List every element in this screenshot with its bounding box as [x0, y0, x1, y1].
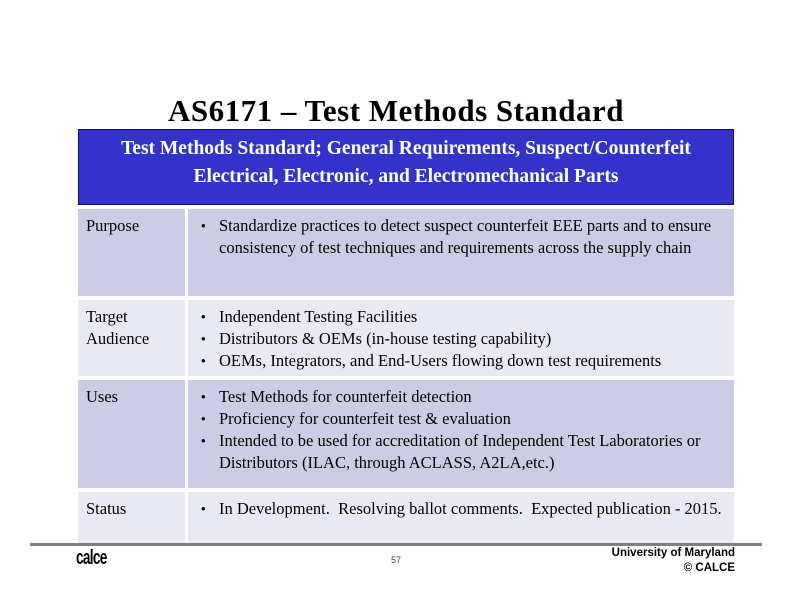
- bullet-icon: •: [201, 411, 206, 426]
- bullet-icon: •: [201, 218, 206, 233]
- bullet-item: [188, 306, 726, 328]
- bullet-text: Test Methods for counterfeit detection: [219, 387, 472, 406]
- slide-title: AS6171 – Test Methods Standard: [168, 92, 624, 128]
- bullet-icon: •: [201, 353, 206, 368]
- bullet-icon: •: [201, 501, 206, 516]
- bullet-text: Standardize practices to detect suspect counterfeit EEE parts and to ensure consistency of test techniques and requirements across the supply chain: [219, 216, 716, 257]
- row-content: [188, 300, 734, 376]
- row-label: Status: [78, 492, 185, 544]
- bullet-item: [188, 215, 726, 259]
- bullet-item: [188, 350, 726, 372]
- footer-copyright: © CALCE: [683, 561, 735, 574]
- bullet-icon: •: [201, 389, 206, 404]
- row-content: [188, 209, 734, 296]
- row-label: Target Audience: [78, 300, 185, 376]
- bullet-text: Intended to be used for accreditation of Independent Test Laboratories or Distributors (ILAC, through ACLASS, A2LA,etc.): [219, 431, 705, 472]
- table-row: [78, 380, 734, 488]
- footer-org: [612, 546, 735, 576]
- bullet-icon: •: [201, 331, 206, 346]
- table-body: [78, 209, 734, 544]
- bullet-icon: •: [201, 309, 206, 324]
- row-content: [188, 492, 734, 544]
- table-row: [78, 300, 734, 376]
- table-header: Test Methods Standard; General Requirements, Suspect/Counterfeit Electrical, Electronic, and Electromechanical Parts: [78, 129, 734, 205]
- table-row: [78, 209, 734, 296]
- bullet-item: [188, 498, 726, 520]
- bullet-text: Proficiency for counterfeit test & evaluation: [219, 409, 511, 428]
- bullet-item: [188, 328, 726, 350]
- page-number: 57: [390, 555, 401, 565]
- bullet-item: [188, 386, 726, 408]
- bullet-text: Distributors & OEMs (in-house testing capability): [219, 329, 552, 348]
- footer-org-name: University of Maryland: [611, 547, 735, 559]
- row-label: Uses: [78, 380, 185, 488]
- row-content: [188, 380, 734, 488]
- bullet-text: OEMs, Integrators, and End-Users flowing down test requirements: [219, 351, 662, 370]
- bullet-item: [188, 430, 726, 474]
- row-label: Purpose: [78, 209, 185, 296]
- bullet-icon: •: [201, 433, 206, 448]
- table-row: [78, 492, 734, 544]
- bullet-text: Independent Testing Facilities: [219, 307, 418, 326]
- calce-logo: calce: [76, 547, 107, 569]
- bullet-text: In Development. Resolving ballot comments. Expected publication - 2015.: [219, 499, 722, 518]
- bullet-item: [188, 408, 726, 430]
- test-methods-table: [78, 129, 734, 544]
